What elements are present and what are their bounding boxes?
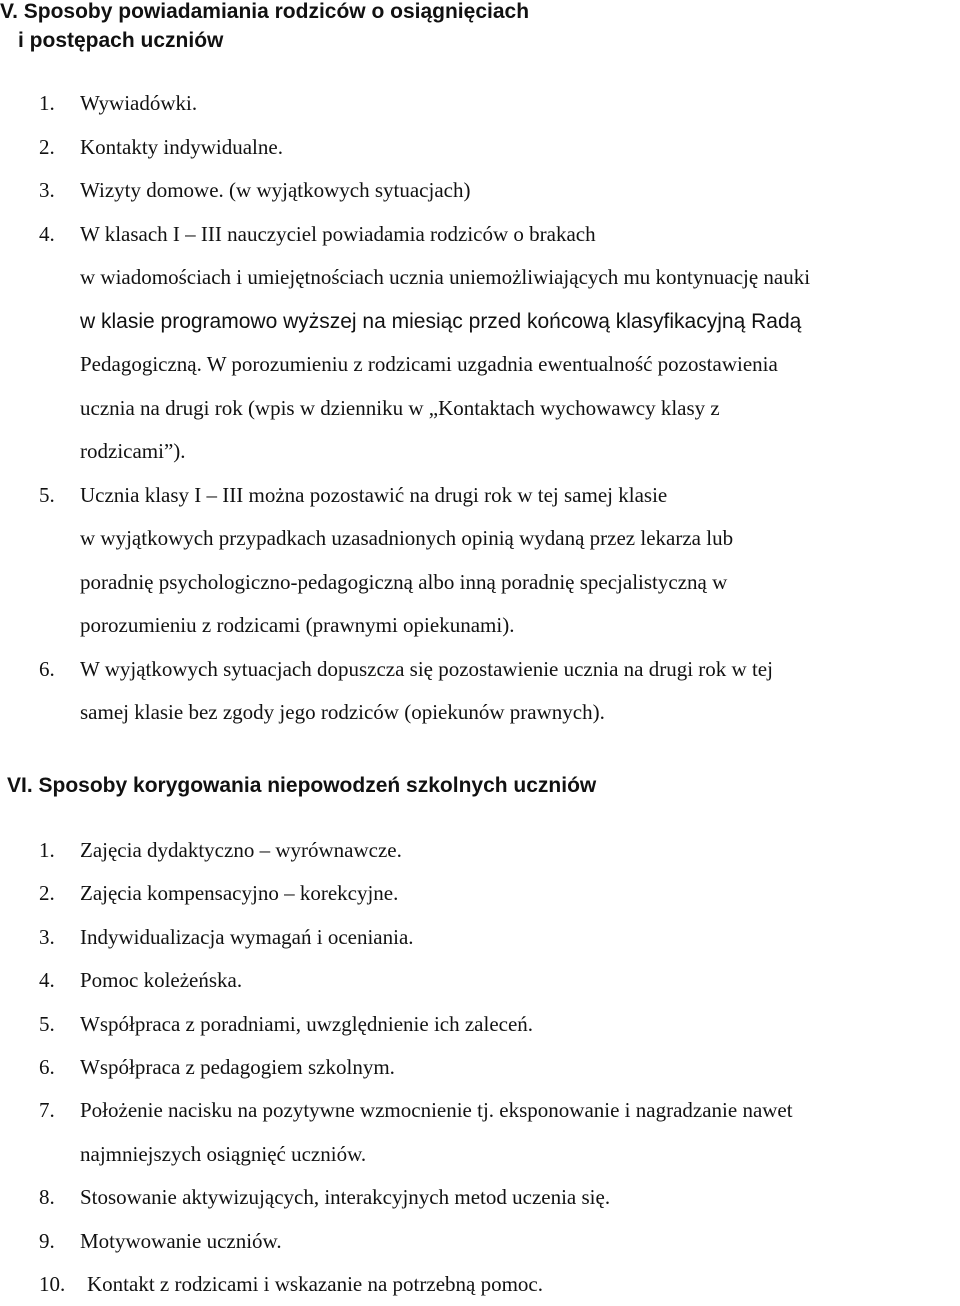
list-item	[0, 1089, 960, 1176]
list-item	[0, 474, 960, 648]
item-text: Motywowanie uczniów.	[80, 1228, 282, 1253]
item-text-line: w wiadomościach i umiejętnościach ucznia uniemożliwiających mu kontynuację nauki	[80, 265, 811, 289]
section-6-list	[0, 829, 960, 1306]
list-item	[0, 959, 960, 1002]
item-text: Kontakt z rodzicami i wskazanie na potrzebną pomoc.	[87, 1272, 543, 1297]
item-text: Stosowanie aktywizujących, interakcyjnych metod uczenia się.	[80, 1185, 611, 1210]
list-item	[0, 82, 960, 126]
item-text: Współpraca z pedagogiem szkolnym.	[80, 1055, 395, 1080]
item-text-line: Ucznia klasy I – III można pozostawić na drugi rok w tej samej klasie	[80, 482, 668, 507]
section-5-list	[0, 82, 960, 735]
item-number: 6.	[39, 656, 55, 681]
item-text: Indywidualizacja wymagań i oceniania.	[80, 924, 414, 949]
item-number: 3.	[39, 924, 55, 949]
list-item	[0, 213, 960, 474]
section-5-heading-line1: V. Sposoby powiadamiania rodziców o osiągnięciach	[0, 0, 530, 23]
list-item	[0, 916, 960, 959]
item-text-line: W wyjątkowych sytuacjach dopuszcza się pozostawienie ucznia na drugi rok w tej	[80, 656, 773, 681]
list-item	[0, 829, 960, 872]
item-text: Wizyty domowe. (w wyjątkowych sytuacjach)	[80, 178, 471, 202]
list-item	[0, 126, 960, 170]
list-item	[0, 1046, 960, 1089]
list-item	[0, 1176, 960, 1219]
section-5-heading-line2: i postępach uczniów	[18, 29, 224, 52]
item-number: 6.	[39, 1055, 55, 1080]
item-text-line: poradnię psychologiczno-pedagogiczną albo inną poradnię specjalistyczną w	[80, 569, 728, 594]
list-item	[0, 1220, 960, 1263]
item-number: 2.	[39, 881, 55, 906]
item-number: 3.	[39, 178, 55, 202]
item-text-line: rodzicami”).	[80, 439, 186, 463]
item-number: 1.	[39, 91, 55, 115]
item-text-line: W klasach I – III nauczyciel powiadamia rodziców o brakach	[80, 221, 596, 246]
section-5-heading	[0, 0, 529, 55]
item-number: 4.	[39, 968, 55, 993]
item-number: 7.	[39, 1098, 55, 1123]
item-text-line: Pedagogiczną. W porozumieniu z rodzicami uzgadnia ewentualność pozostawienia	[80, 352, 778, 376]
item-text-line: najmniejszych osiągnięć uczniów.	[80, 1141, 367, 1166]
item-number: 1.	[39, 838, 55, 862]
item-text-line: ucznia na drugi rok (wpis w dzienniku w „Kontaktach wychowawcy klasy z	[80, 395, 720, 420]
item-text: Zajęcia kompensacyjno – korekcyjne.	[80, 881, 399, 906]
item-text: Kontakty indywidualne.	[80, 134, 283, 159]
item-text: Wywiadówki.	[80, 91, 198, 115]
item-number: 10.	[39, 1272, 66, 1297]
item-number: 5.	[39, 482, 55, 507]
item-text: Pomoc koleżeńska.	[80, 968, 243, 993]
section-6-heading: VI. Sposoby korygowania niepowodzeń szkolnych uczniów	[7, 774, 597, 797]
item-text: Zajęcia dydaktyczno – wyrównawcze.	[80, 838, 402, 862]
item-text-line: samej klasie bez zgody jego rodziców (opiekunów prawnych).	[80, 700, 605, 724]
item-text: Współpraca z poradniami, uwzględnienie ich zaleceń.	[80, 1011, 534, 1036]
item-text-line: w klasie programowo wyższej na miesiąc przed końcową klasyfikacyjną Radą	[80, 309, 802, 333]
item-text-line: Położenie nacisku na pozytywne wzmocnienie tj. eksponowanie i nagradzanie nawet	[80, 1098, 793, 1123]
list-item	[0, 648, 960, 735]
list-item	[0, 872, 960, 915]
item-text-line: porozumieniu z rodzicami (prawnymi opiekunami).	[80, 613, 515, 637]
item-text-line: w wyjątkowych przypadkach uzasadnionych opinią wydaną przez lekarza lub	[80, 526, 734, 550]
list-item	[0, 169, 960, 213]
list-item	[0, 1003, 960, 1046]
item-number: 9.	[39, 1228, 55, 1253]
item-number: 4.	[39, 221, 55, 246]
item-number: 8.	[39, 1185, 55, 1210]
item-number: 2.	[39, 134, 55, 159]
item-number: 5.	[39, 1011, 55, 1036]
